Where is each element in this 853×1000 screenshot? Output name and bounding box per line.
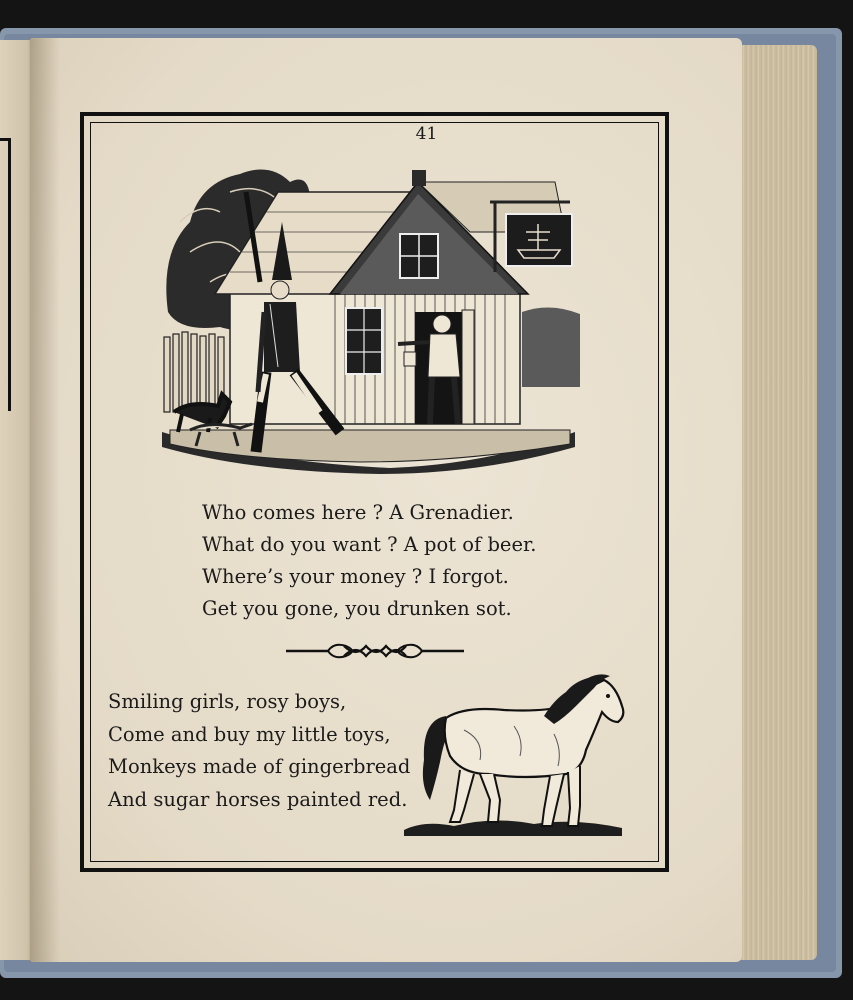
horse-hind-leg-front	[480, 774, 500, 822]
page-edges	[735, 45, 817, 960]
rhyme-line: Get you gone, you drunken sot.	[202, 597, 512, 620]
picket-fence	[164, 332, 224, 412]
grass-patch	[404, 820, 622, 836]
horse-body	[445, 680, 624, 777]
rhyme-line: Monkeys made of gingerbread	[108, 755, 411, 778]
rhyme-line: Who comes here ? A Grenadier.	[202, 501, 514, 524]
distant-hills	[522, 307, 580, 387]
rhyme-line: Where’s your money ? I forgot.	[202, 565, 509, 588]
left-page-edge	[0, 40, 34, 960]
gutter-shadow	[30, 38, 60, 962]
left-page-border-fragment	[0, 138, 11, 411]
door-frame	[462, 310, 474, 424]
scroll-divider-icon	[286, 640, 464, 662]
horse-woodcut-icon	[404, 670, 630, 838]
rhyme-line: What do you want ? A pot of beer.	[202, 533, 537, 556]
horse-foreleg-back	[542, 774, 564, 826]
rhyme-line: Smiling girls, rosy boys,	[108, 690, 347, 713]
rhyme-toys	[108, 686, 410, 816]
page-number: 41	[415, 124, 438, 144]
rhyme-line: And sugar horses painted red.	[108, 787, 408, 811]
grenadier-tavern-woodcut-icon	[160, 162, 582, 474]
horse-foreleg-front	[568, 766, 580, 826]
horse-hind-leg-back	[450, 770, 474, 822]
chimney	[412, 170, 426, 186]
rhyme-line: Come and buy my little toys,	[108, 722, 391, 746]
rhyme-grenadier	[202, 497, 536, 625]
